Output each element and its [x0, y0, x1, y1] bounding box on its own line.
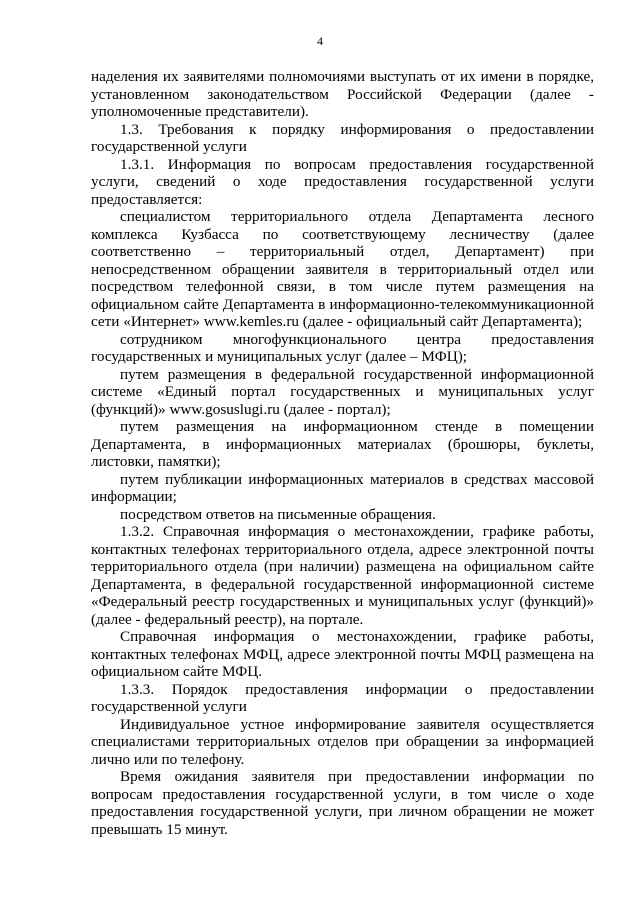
- document-body: [91, 68, 594, 838]
- paragraph: Время ожидания заявителя при предоставлении информации по вопросам предоставления государственной услуги, в том числе о ходе предоставления государственной услуги, при личном обращении не может превышать 15 минут.: [91, 768, 594, 838]
- page-number: 4: [317, 34, 323, 48]
- list-item: специалистом территориального отдела Департамента лесного комплекса Кузбасса по соответствующему лесничеству (далее соответственно – территориальный отдел, Департамент) при непосредственном обращении заявителя в территориальный отдел или посредством телефонной связи, в том числе путем размещения на официальном сайте Департамента в информационно-телекоммуникационной сети «Интернет» www.kemles.ru (далее - официальный сайт Департамента);: [91, 208, 594, 330]
- paragraph: Индивидуальное устное информирование заявителя осуществляется специалистами территориальных отделов при обращении за информацией лично или по телефону.: [91, 715, 594, 768]
- section-heading: 1.3. Требования к порядку информирования о предоставлении государственной услуги: [91, 120, 594, 155]
- list-item: путем размещения в федеральной государственной информационной системе «Единый портал государственных и муниципальных услуг (функций)» www.gosuslugi.ru (далее - портал);: [91, 365, 594, 418]
- list-item: посредством ответов на письменные обращения.: [120, 505, 436, 523]
- paragraph: наделения их заявителями полномочиями выступать от их имени в порядке, установленном законодательством Российской Федерации (далее - уполномоченные представители).: [91, 68, 594, 120]
- paragraph: 1.3.2. Справочная информация о местонахождении, графике работы, контактных телефонах территориального отдела, адресе электронной почты территориального отдела (при наличии) размещена на официальном сайте Департамента, в федеральной государственной информационной системе «Федеральный реестр государственных и муниципальных услуг (функций)» (далее - федеральный реестр), на портале.: [91, 523, 594, 628]
- paragraph: 1.3.1. Информация по вопросам предоставления государственной услуги, сведений о ходе предоставления государственной услуги предоставляется:: [91, 155, 594, 208]
- list-item: сотрудником многофункционального центра предоставления государственных и муниципальных услуг (далее – МФЦ);: [91, 330, 594, 365]
- paragraph: Справочная информация о местонахождении, графике работы, контактных телефонах МФЦ, адресе электронной почты МФЦ размещена на официальном сайте МФЦ.: [91, 628, 594, 680]
- list-item: путем публикации информационных материалов в средствах массовой информации;: [91, 470, 594, 505]
- list-item: путем размещения на информационном стенде в помещении Департамента, в информационных материалах (брошюры, буклеты, листовки, памятки);: [91, 418, 594, 470]
- section-heading: 1.3.3. Порядок предоставления информации о предоставлении государственной услуги: [91, 680, 594, 715]
